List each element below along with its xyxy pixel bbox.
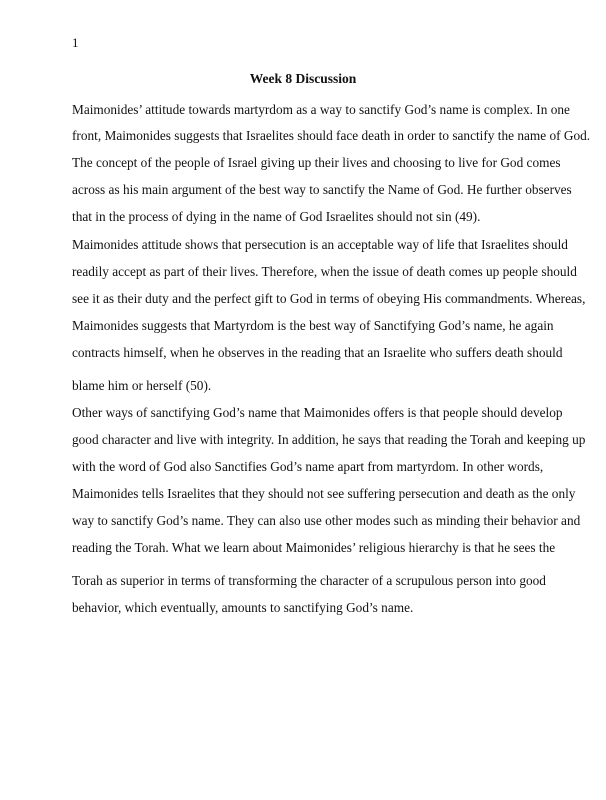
text-line: behavior, which eventually, amounts to sanctifying God’s name. — [72, 600, 414, 615]
text-line: blame him or herself (50). — [72, 378, 212, 393]
text-line: across as his main argument of the best way to sanctify the Name of God. He further observes — [72, 182, 572, 197]
text-line: front, Maimonides suggests that Israelites should face death in order to sanctify the name of God. — [72, 128, 591, 143]
text-line: Maimonides suggests that Martyrdom is the best way of Sanctifying God’s name, he again — [72, 318, 554, 333]
text-line: Other ways of sanctifying God’s name that Maimonides offers is that people should develop — [72, 405, 563, 420]
text-line: reading the Torah. What we learn about Maimonides’ religious hierarchy is that he sees the — [72, 540, 556, 555]
document-title: Week 8 Discussion — [249, 71, 357, 86]
text-line: Torah as superior in terms of transforming the character of a scrupulous person into good — [72, 573, 546, 588]
text-line: Maimonides’ attitude towards martyrdom as a way to sanctify God’s name is complex. In one — [72, 102, 570, 117]
text-line: readily accept as part of their lives. Therefore, when the issue of death comes up people should — [72, 264, 577, 279]
text-line: Maimonides tells Israelites that they should not see suffering persecution and death as the only — [72, 486, 576, 501]
text-line: with the word of God also Sanctifies God’s name apart from martyrdom. In other words, — [72, 459, 544, 474]
text-line: The concept of the people of Israel giving up their lives and choosing to live for God comes — [72, 155, 561, 170]
text-line: good character and live with integrity. In addition, he says that reading the Torah and keeping up — [72, 432, 586, 447]
text-line: that in the process of dying in the name of God Israelites should not sin (49). — [72, 209, 481, 224]
text-line: contracts himself, when he observes in the reading that an Israelite who suffers death should — [72, 345, 563, 360]
page-number: 1 — [72, 35, 79, 50]
text-line: see it as their duty and the perfect gift to God in terms of obeying His commandments. Whereas, — [72, 291, 586, 306]
text-line: way to sanctify God’s name. They can also use other modes such as minding their behavior and — [72, 513, 581, 528]
text-line: Maimonides attitude shows that persecution is an acceptable way of life that Israelites should — [72, 237, 568, 252]
